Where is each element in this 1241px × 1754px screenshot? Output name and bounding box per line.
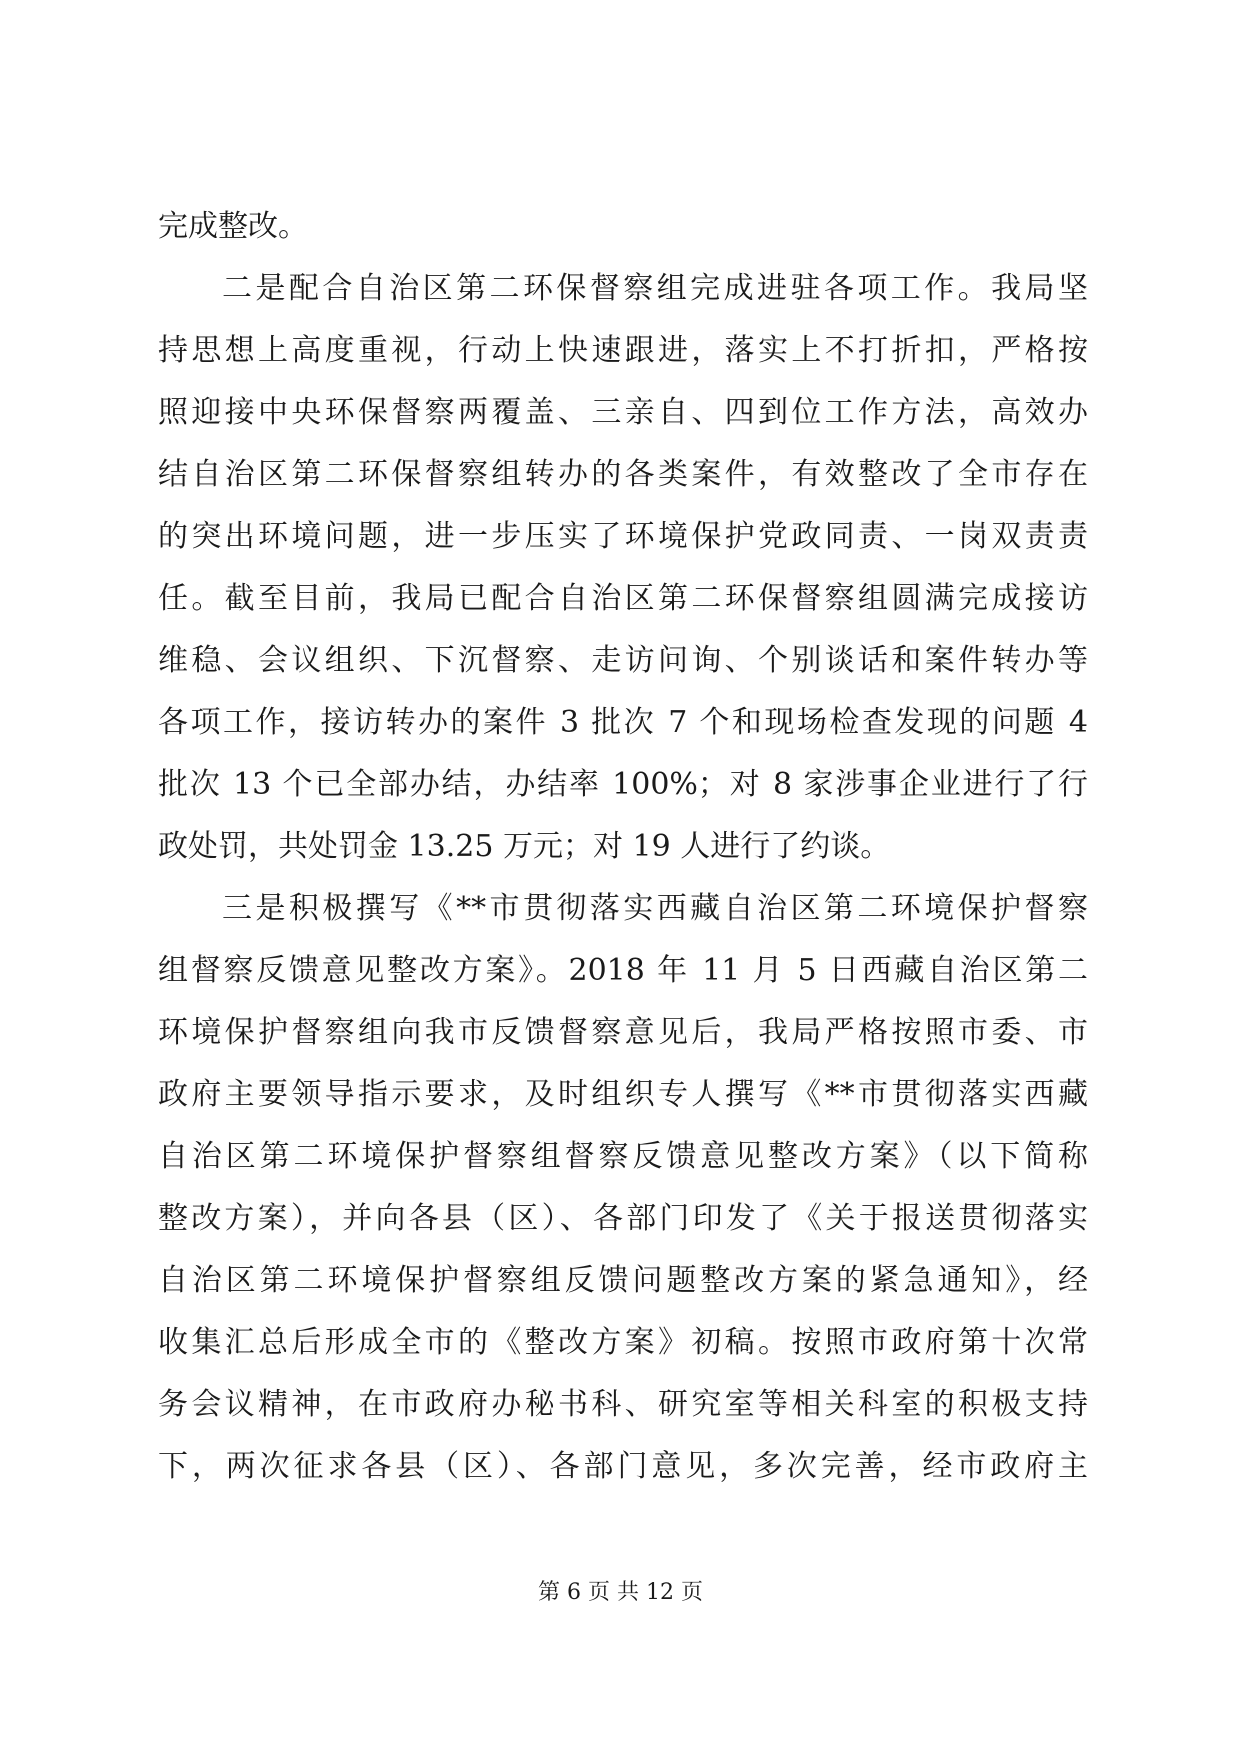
text-line: 务会议精神，在市政府办秘书科、研究室等相关科室的积极支持	[158, 1387, 1088, 1422]
text-line: 任。截至目前，我局已配合自治区第二环保督察组圆满完成接访	[158, 581, 1088, 616]
text-line: 政处罚，共处罚金 13.25 万元；对 19 人进行了约谈。	[158, 829, 891, 864]
text-line: 自治区第二环境保护督察组反馈问题整改方案的紧急通知》，经	[158, 1263, 1088, 1298]
page-number-footer: 第 6 页 共 12 页	[538, 1580, 703, 1605]
text-line: 环境保护督察组向我市反馈督察意见后，我局严格按照市委、市	[158, 1015, 1088, 1050]
text-line: 整改方案），并向各县（区）、各部门印发了《关于报送贯彻落实	[158, 1201, 1088, 1236]
text-line: 照迎接中央环保督察两覆盖、三亲自、四到位工作方法，高效办	[158, 395, 1088, 430]
text-line: 批次 13 个已全部办结，办结率 100%；对 8 家涉事企业进行了行	[158, 767, 1088, 802]
text-line: 下，两次征求各县（区）、各部门意见，多次完善，经市政府主	[158, 1449, 1088, 1484]
text-line: 持思想上高度重视，行动上快速跟进，落实上不打折扣，严格按	[158, 333, 1088, 368]
paragraph-start-line: 三是积极撰写《**市贯彻落实西藏自治区第二环境保护督察	[222, 891, 1088, 926]
text-line: 各项工作，接访转办的案件 3 批次 7 个和现场检查发现的问题 4	[158, 705, 1088, 740]
text-line: 完成整改。	[158, 209, 308, 244]
text-line: 政府主要领导指示要求，及时组织专人撰写《**市贯彻落实西藏	[158, 1077, 1088, 1112]
text-line: 的突出环境问题，进一步压实了环境保护党政同责、一岗双责责	[158, 519, 1088, 554]
text-line: 收集汇总后形成全市的《整改方案》初稿。按照市政府第十次常	[158, 1325, 1088, 1360]
text-line: 维稳、会议组织、下沉督察、走访问询、个别谈话和案件转办等	[158, 643, 1088, 678]
document-body	[158, 196, 1088, 1498]
text-line: 自治区第二环境保护督察组督察反馈意见整改方案》（以下简称	[158, 1139, 1088, 1174]
paragraph-start-line: 二是配合自治区第二环保督察组完成进驻各项工作。我局坚	[222, 271, 1088, 306]
text-line: 组督察反馈意见整改方案》。2018 年 11 月 5 日西藏自治区第二	[158, 953, 1088, 988]
text-line: 结自治区第二环保督察组转办的各类案件，有效整改了全市存在	[158, 457, 1088, 492]
